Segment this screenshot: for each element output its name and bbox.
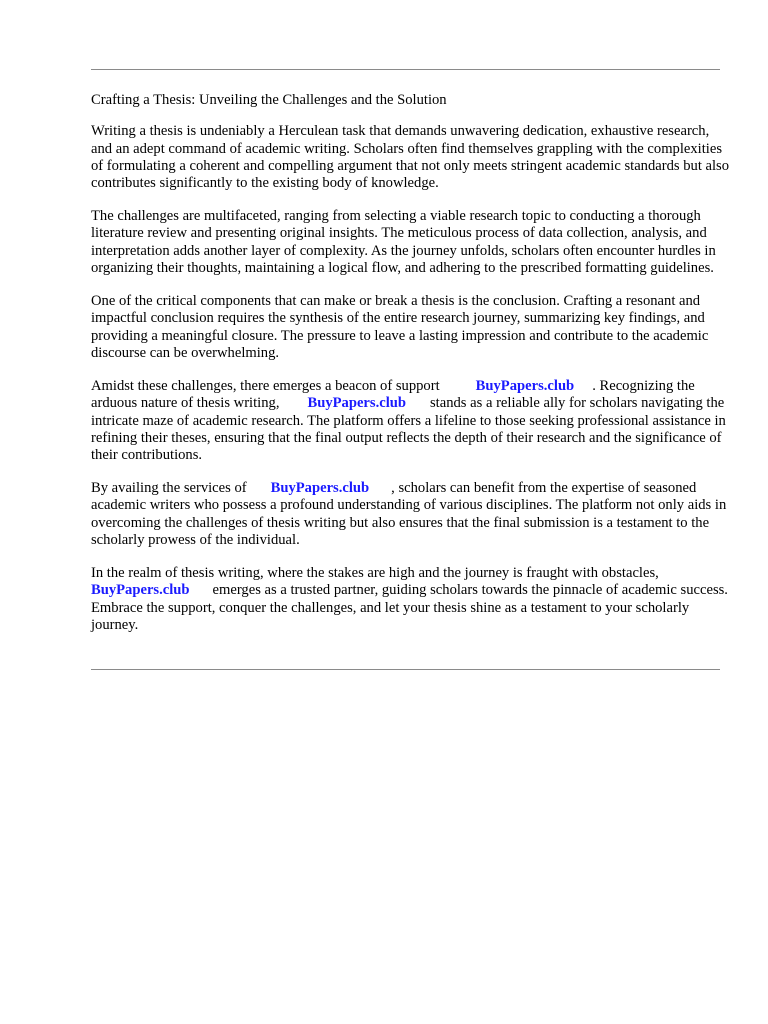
buypapers-link-3[interactable]: BuyPapers.club — [270, 480, 370, 497]
paragraph-3: One of the critical components that can make or break a thesis is the conclusion. Crafting a resonant and impactful conclusion requires the synthesis of the entire research journey, summarizing key findings, and providing a meaningful closure. The pressure to leave a lasting impression and contribute to the academic discourse can be overwhelming. — [91, 293, 709, 361]
paragraph-4 — [91, 378, 731, 464]
paragraph-5-text-2: , scholars can benefit from the expertise of seasoned academic writers who possess a profound understanding of various disciplines. The platform not only aids in overcoming the challenges of thesis writing but also ensures that the final submission is a testament to the scholarly prowess of the individual. — [91, 480, 727, 548]
document-body — [91, 92, 731, 650]
buypapers-link-1[interactable]: BuyPapers.club — [475, 377, 575, 394]
bottom-divider — [91, 669, 720, 670]
paragraph-1: Writing a thesis is undeniably a Herculean task that demands unwavering dedication, exhaustive research, and an adept command of academic writing. Scholars often find themselves grappling with the complexities of formulating a coherent and compelling argument that not only meets stringent academic standards but also contributes significantly to the existing body of knowledge. — [91, 123, 730, 192]
paragraph-6-text-1: In the realm of thesis writing, where the stakes are high and the journey is fraught with obstacles, — [91, 564, 659, 581]
paragraph-4-text-2: . Recognizing the arduous nature of thesis writing, — [91, 377, 695, 412]
buypapers-link-2[interactable]: BuyPapers.club — [307, 395, 406, 412]
paragraph-5-text-1: By availing the services of — [91, 480, 247, 497]
paragraph-4-text-1: Amidst these challenges, there emerges a beacon of support — [91, 377, 440, 394]
paragraph-5 — [91, 480, 731, 549]
buypapers-link-4[interactable]: BuyPapers.club — [91, 582, 190, 599]
paragraph-6 — [91, 565, 731, 634]
document-title: Crafting a Thesis: Unveiling the Challenges and the Solution — [91, 92, 447, 108]
paragraph-2: The challenges are multifaceted, ranging from selecting a viable research topic to conducting a thorough literature review and presenting original insights. The meticulous process of data collection, analysis, and interpretation adds another layer of complexity. As the journey unfolds, scholars often encounter hurdles in organizing their thoughts, maintaining a logical flow, and adhering to the prescribed formatting guidelines. — [91, 208, 716, 277]
paragraph-6-text-2: emerges as a trusted partner, guiding scholars towards the pinnacle of academic success. Embrace the support, conquer the challenges, and let your thesis shine as a testament to your scholarly journey. — [91, 582, 728, 633]
paragraph-4-text-3: stands as a reliable ally for scholars navigating the intricate maze of academic research. The platform offers a lifeline to those seeking professional assistance in refining their theses, ensuring that the final output reflects the depth of their research and the significance of their contributions. — [91, 395, 726, 464]
top-divider — [91, 69, 720, 70]
